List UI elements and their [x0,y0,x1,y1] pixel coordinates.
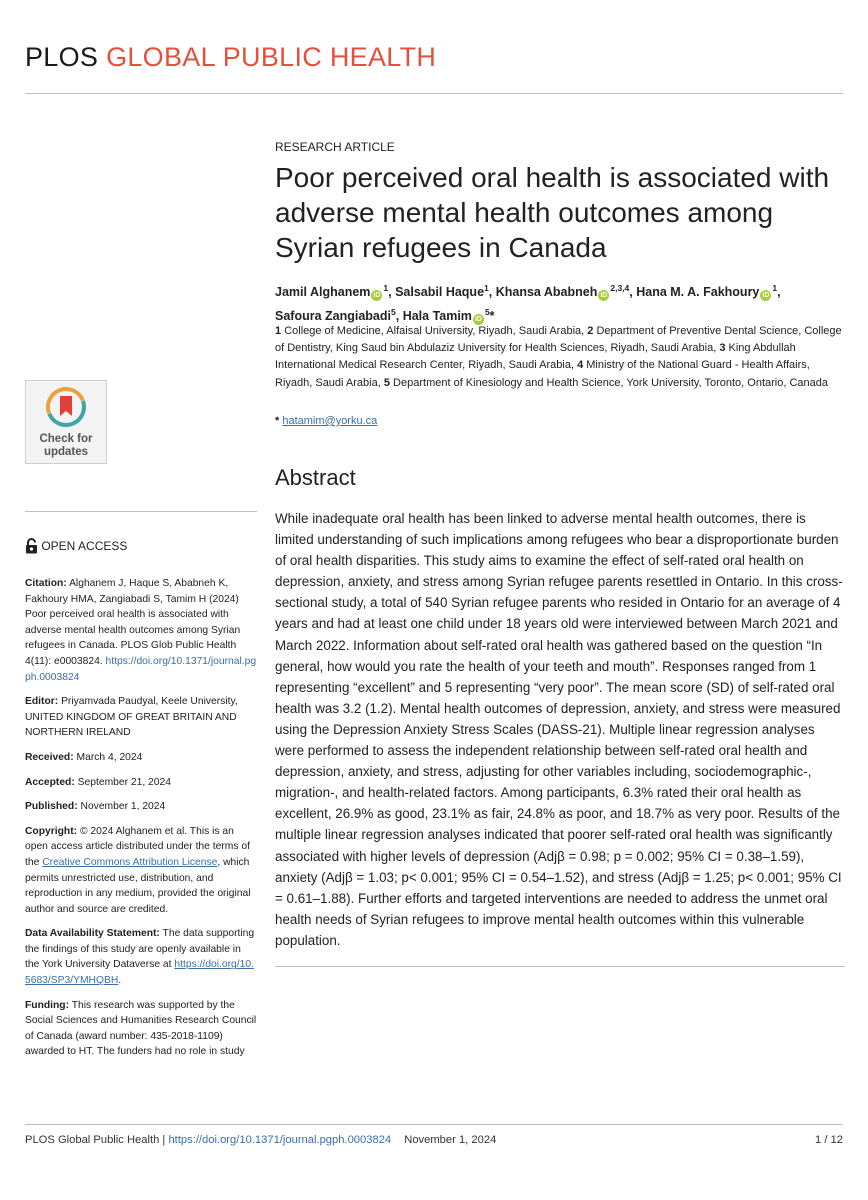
citation: Citation: Alghanem J, Haque S, Ababneh K, Fakhoury HMA, Zangiabadi S, Tamim H (2024) Poor perceived oral health is associated with adverse mental health outcomes among Syrian refugees in Canada. PLOS Glob Public Health 4(11): e0003824. https://doi.org/10.1371/journal.pgph.0003824 [25,578,257,683]
author[interactable]: Safoura Zangiabadi [275,309,391,324]
orcid-icon[interactable]: iD [600,292,608,300]
received-date: Received: March 4, 2024 [25,751,143,763]
accepted-date: Accepted: September 21, 2024 [25,776,171,788]
author[interactable]: Salsabil Haque [395,285,485,300]
abstract-rule [275,966,845,967]
author[interactable]: Jamil Alghanem [275,285,371,300]
data-doi-link[interactable]: https://doi.org/10.5683/SP3/YMHQBH [25,959,254,987]
editor: Editor: Priyamvada Paudyal, Keele University, UNITED KINGDOM OF GREAT BRITAIN AND NORTHERN IRELAND [25,696,238,739]
masthead-rule [25,93,843,94]
abstract-heading: Abstract [275,465,356,490]
footer-date: November 1, 2024 [404,1134,497,1146]
orcid-icon[interactable]: iD [474,316,482,324]
sidebar-rule [25,511,257,512]
journal-masthead [25,42,436,73]
footer-rule [25,1124,843,1125]
cc-license-link[interactable]: Creative Commons Attribution License [42,856,218,868]
author[interactable]: Hana M. A. Fakhoury [636,285,760,300]
page-number: 1 / 12 [815,1134,843,1146]
copyright: Copyright: © 2024 Alghanem et al. This is an open access article distributed under the terms of the Creative Commons Attribution License, which permits unrestricted use, distribution, and reproduction in any medium, provided the original author and source are credited. [25,825,251,915]
abstract-text: While inadequate oral health has been linked to adverse mental health outcomes, there is limited understanding of such implications among refugees who bear a disproportionate burden of oral health disparities. This study aims to examine the effect of self-rated oral health on depression, anxiety, and stress among Syrian refugee parents resettled in Ontario. In this cross-sectional study, a total of 540 Syrian refugee parents who resided in Ontario for an average of 4 years and had at least one child under 18 years old were interviewed between March 2021 and March 2022. Information about self-rated oral health was gathered based on the question “In general, how would you rate the health of your teeth and mouth”. Responses ranged from 1 representing “excellent” and 5 representing “very poor”. The mean score (SD) of self-rated oral health was 3.2 (1.2). Mental health outcomes of depression, anxiety, and stress were measured using the Depression Anxiety Stress Scales (DASS-21). Multiple linear regression analyses were performed to assess the independent relationship between self-rated oral health and depression, anxiety, and stress, adjusting for other variables including, sociodemographic-, migration-, and health-related factors. Among participants, 6.3% rated their oral health as excellent, 26.9% as good, 23.1% as fair, 24.8% as poor, and 18.7% as very poor. Results of the multiple linear regression analyses indicated that poorer self-rated oral health was significantly associated with higher levels of depression (Adjβ = 0.98; p = 0.002; 95% CI = 0.38–1.59), anxiety (Adjβ = 1.03; p< 0.001; 95% CI = 0.54–1.52), and stress (Adjβ = 1.25; p< 0.001; 95% CI = 0.61–1.88). Further efforts and targeted interventions are needed to address the unmet oral health needs of Syrian refugees to improve mental health outcomes within this vulnerable population. [275,511,843,948]
author-list: Jamil Alghanem $iD^1$, Salsabil Haque$^1$, Khansa Ababneh iD$^{2,3,4}$, Hana M. A. Fakhoury $iD^1$, Safoura Zangiabadi$^5$, Hala Tamim $iD^5*$ [275,283,781,324]
footer-doi-link[interactable]: https://doi.org/10.1371/journal.pgph.0003824 [168,1134,392,1146]
author[interactable]: Hala Tamim [402,309,472,324]
journal-name-plos: PLOS [25,42,99,72]
orcid-icon[interactable]: iD [373,292,381,300]
corresponding-author: * hatamim@yorku.ca [275,415,378,427]
check-updates-label: Check for updates [39,433,93,458]
data-availability: Data Availability Statement: The data supporting the findings of this study are openly available in the York University Dataverse at https://doi.org/10.5683/SP3/YMHQBH. [25,928,255,987]
check-for-updates-badge[interactable] [25,380,107,464]
citation-doi-link[interactable]: https://doi.org/10.1371/journal.pgph.0003824 [25,655,257,683]
journal-name-title: GLOBAL PUBLIC HEALTH [106,42,437,72]
orcid-icon[interactable]: iD [762,292,770,300]
funding: Funding: This research was supported by the Social Sciences and Humanities Research Council of Canada (award number: 435-2018-1109) awarded to HT. The funders had no role in study [25,999,257,1058]
footer-citation: PLOS Global Public Health | https://doi.org/10.1371/journal.pgph.0003824 November 1, 2024 [25,1134,497,1146]
article-title: Poor perceived oral health is associated with adverse mental health outcomes among Syrian refugees in Canada [275,162,830,263]
article-type: RESEARCH ARTICLE [275,140,395,154]
affiliations: 1 College of Medicine, Alfaisal University, Riyadh, Saudi Arabia, 2 Department of Preventive Dental Science, College of Dentistry, King Saud bin Abdulaziz University for Health Sciences, Riyadh, Saudi Arabia, 3 King Abdullah International Medical Research Center, Riyadh, Saudi Arabia, 4 Ministry of the National Guard - Health Affairs, Riyadh, Saudi Arabia, 5 Department of Kinesiology and Health Science, York University, Toronto, Ontario, Canada [275,325,842,389]
sidebar-metadata [25,576,257,1069]
author[interactable]: Khansa Ababneh [495,285,598,300]
open-access-label: OPEN ACCESS [25,538,127,554]
open-lock-icon [25,538,38,554]
check-updates-icon [46,387,86,427]
corresponding-email-link[interactable]: hatamim@yorku.ca [282,415,378,427]
published-date: Published: November 1, 2024 [25,801,166,813]
